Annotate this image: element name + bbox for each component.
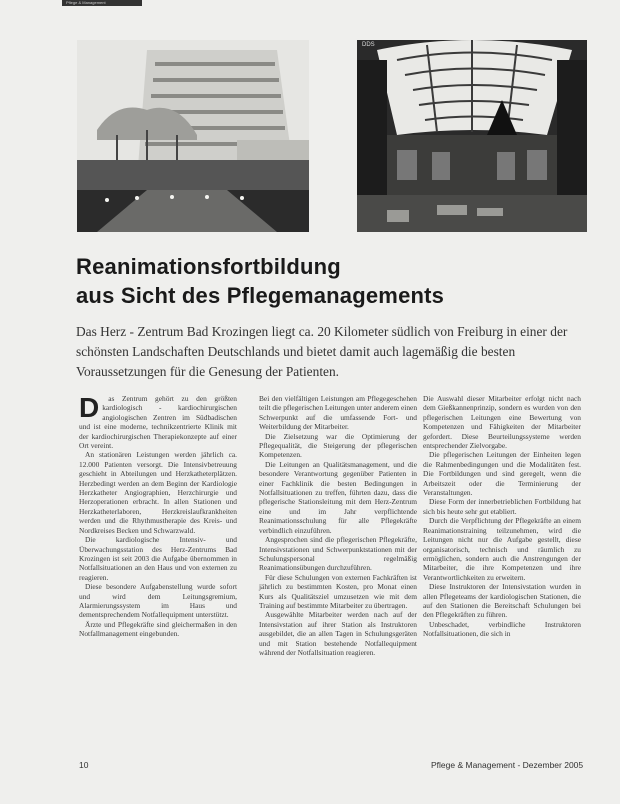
building-exterior-photo [77,40,309,232]
paragraph: Die Zielsetzung war die Optimierung der Pflegequalität, die Steigerung der pflegerischen Kompetenzen. [259,431,417,460]
drop-cap: D [79,392,100,423]
text-column-3 [423,394,581,639]
headline-line-2: aus Sicht des Pflegemanagements [76,283,445,308]
paragraph: Diese Instruktoren der Intensivstation wurden in allen Pflegeteams der kardiologischen Stationen, die auf den Stationen die Bereitschaft Schulungen bei den Pflegekräften zu führen. [423,582,581,620]
paragraph: Unbeschadet, verbindliche Instruktoren Notfallsituationen, die sich in [423,619,581,639]
paragraph: Die Auswahl dieser Mitarbeiter erfolgt nicht nach dem Gießkannenprinzip, sondern es wurden von den pflegerischen Leitungen eine Bewertung von Kompetenzen und Fähigkeiten der Mitarbeiter gefordert. Diese Beurteilungssysteme werden entsprechender Zielvorgabe. [423,394,581,451]
paragraph: Die kardiologische Intensiv- und Überwachungsstation des Herz-Zentrums Bad Krozingen ist seit 2003 die Aufgabe übernommen in Notfallsituationen an den Haus und von externen zu reagieren. [79,535,237,582]
text-column-1 [79,394,237,639]
text-column-2 [259,394,417,657]
section-header-label: Pflege & Management [66,0,106,5]
page-number: 10 [79,760,89,770]
atrium-interior-illustration [357,40,587,232]
paragraph: Bei den vielfältigen Leistungen am Pflegegeschehen teilt die pflegerischen Leitungen unter anderem einen Schwerpunkt auf die umfassende Fort- und Weiterbildung der Mitarbeiter. [259,394,418,432]
photo-tag: DDS [362,42,375,48]
section-header-bar [62,0,142,6]
paragraph: An stationären Leistungen werden jährlich ca. 12.000 Patienten versorgt. Die Intensivbetreuung geschieht in Abteilungen und Herzkatheterplätzen. Herzbedingt werden an dem Beginn der Kardiologie Herzkatheter Angiographien, Herzchirurgie und Herzoperationen erbracht. In allen Stationen und Herzkatheterlaboren, Herzkreislaufkrankheiten werden und die Rhythmustherapie des Kreis- und Nordkreises Becken und Schwarzwald. [79,450,237,535]
building-exterior-illustration [77,40,309,232]
atrium-interior-photo [357,40,587,232]
paragraph: Die Leitungen an Qualitätsmanagement, und die besondere Verantwortung gegenüber Patienten in einer Fachklinik die besten Bedingungen in Notfallsituationen zu treffen, führten dazu, dass die pflegerische Stationsleitung mit dem Herz-Zentrum eine und im Jahr verpflichtende Reanimationsschulung für alle Pflegekräfte verbindlich einzuführen. [259,459,417,535]
paragraph: Für diese Schulungen von externen Fachkräften ist jährlich zu bestimmten Kosten, pro Monat einen Kurs als Qualitätsziel umzusetzen wie mit dem Training auf bestimmte Mitarbeiter zu übertragen. [259,572,417,610]
paragraph: Diese besondere Aufgabenstellung wurde sofort und wird dem Leitungsgremium, Alarmierungssystem im Haus und dementsprechendem Notfallequipment unterstützt. [79,582,237,620]
article-lead: Das Herz - Zentrum Bad Krozingen liegt ca. 20 Kilometer südlich von Freiburg in einer der schönsten Landschaften Deutschlands und bietet damit auch lagemäßig die besten Voraussetzungen für die Genesung der Patienten. [76,324,568,379]
publication-footer: Pflege & Management - Dezember 2005 [431,760,584,770]
paragraph: Ausgewählte Mitarbeiter werden nach auf der Intensivstation auf ihrer Station als Instruktoren ausgebildet, die an allen Tagen in Schulungsgeräten und mit Station bestehende Notfallequipment während der Notfallsituation reagieren. [259,610,417,657]
paragraph: as Zentrum gehört zu den größten kardiologisch - kardiochirurgischen angiologischen Zentren im Südbadischen und ist eine moderne, technikzentrierte Klinik mit der kardiochirurgischen Therapiekonzepte auf einer Ort vereint. [79,394,237,451]
paragraph: Die pflegerischen Leitungen der Einheiten legen die Rahmenbedingungen und die Modalitäten fest. Die Fortbildungen und sind geregelt, wenn die Arbeitszeit oder die Terminierung der Veranstaltungen. [423,450,581,498]
paragraph: Diese Form der innerbetrieblichen Fortbildung hat sich bis heute sehr gut etabliert. [423,497,581,516]
paragraph: Ärzte und Pflegekräfte sind gleichermaßen in den Notfallmanagement eingebunden. [79,619,237,639]
headline-line-1: Reanimationsfortbildung [76,254,341,279]
article-headline [76,252,596,310]
paragraph: Angesprochen sind die pflegerischen Pflegekräfte, Intensivstationen und Schwerpunktstationen mit der Schulungspersonal regelmäßig Reanimationsübungen durchzuführen. [259,535,417,573]
paragraph: Durch die Verpflichtung der Pflegekräfte an einem Reanimationstraining teilzunehmen, wird die Leitungen nicht nur die Aufgabe gestellt, diese organisatorisch, technisch und räumlich zu ermöglichen, sondern auch die Anstrengungen der Mitarbeiter, die ihre Kompetenzen und ihre Verantwortlichkeiten zu erweitern. [423,516,581,582]
